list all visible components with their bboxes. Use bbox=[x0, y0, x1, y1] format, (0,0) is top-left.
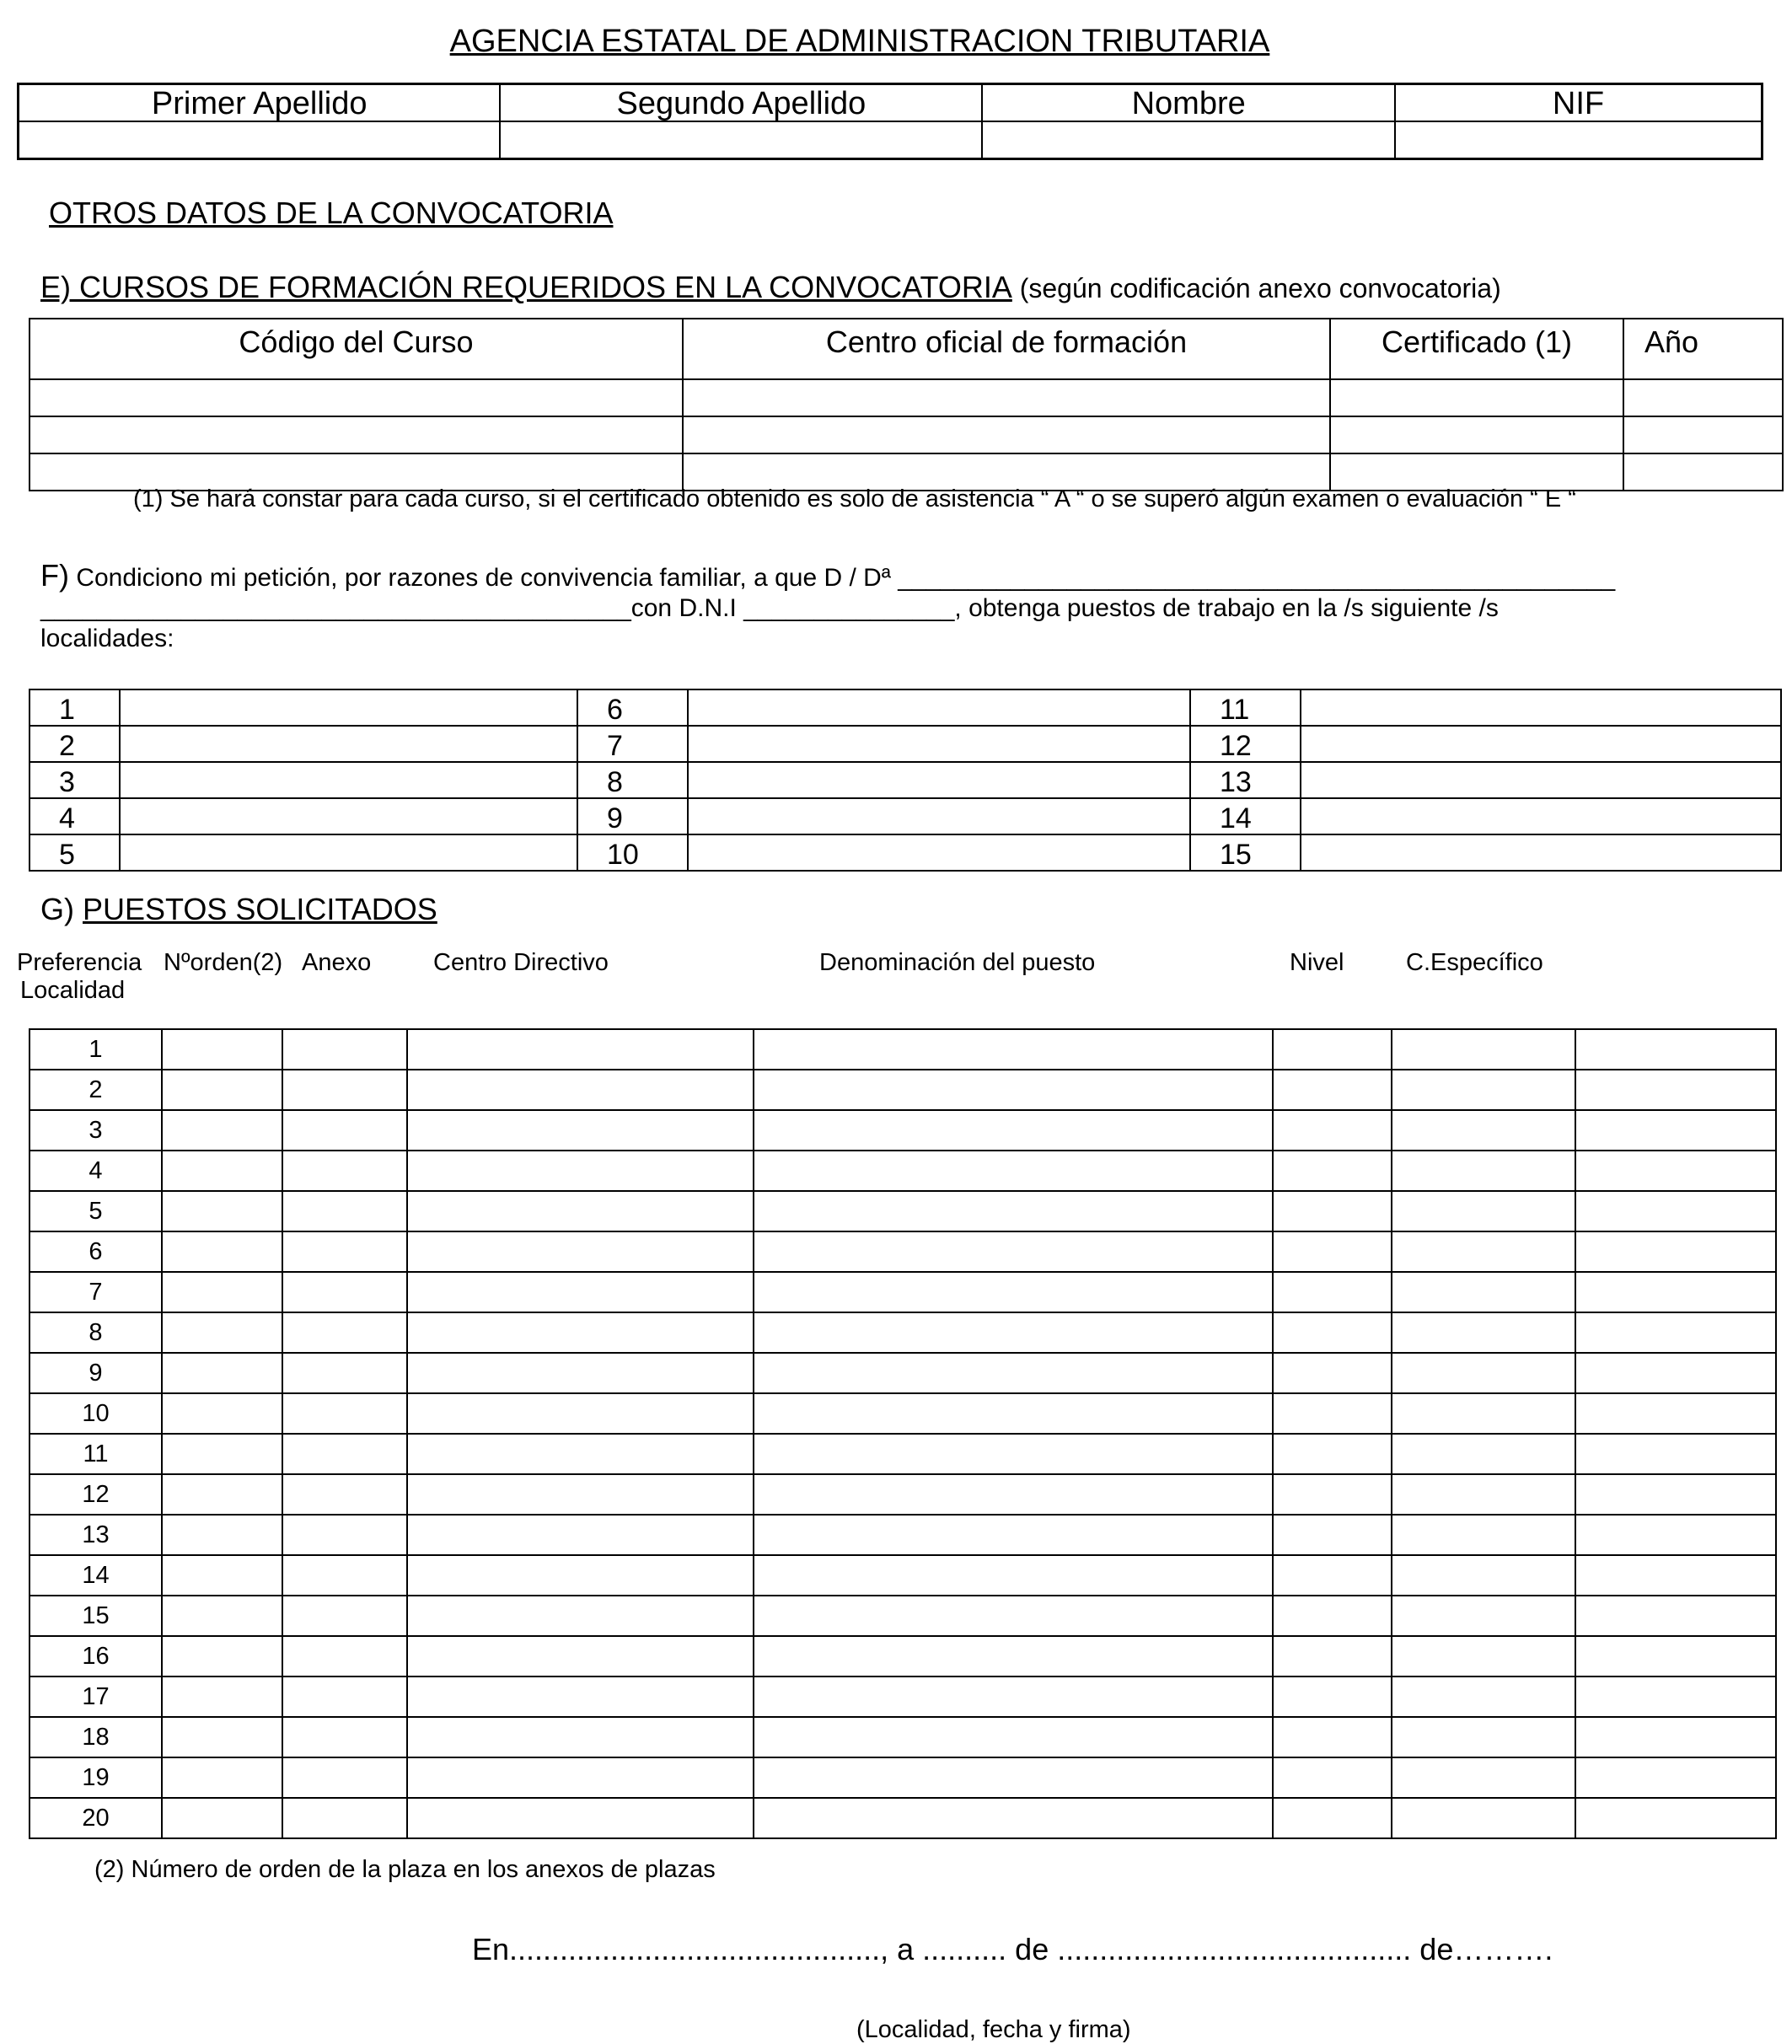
puesto-field[interactable] bbox=[1575, 1312, 1776, 1353]
preferencia-number: 9 bbox=[30, 1353, 162, 1393]
puesto-field[interactable] bbox=[162, 1312, 282, 1353]
header-certificado: Certificado (1) bbox=[1330, 319, 1623, 379]
localidad-field[interactable] bbox=[688, 762, 1190, 798]
puesto-field[interactable] bbox=[1273, 1555, 1392, 1596]
puesto-field[interactable] bbox=[162, 1596, 282, 1636]
preferencia-number: 8 bbox=[30, 1312, 162, 1353]
puestos-table bbox=[29, 1028, 1777, 1839]
puesto-field[interactable] bbox=[162, 1677, 282, 1717]
preferencia-number: 3 bbox=[30, 1110, 162, 1151]
footnote-2: (2) Número de orden de la plaza en los anexos de plazas bbox=[94, 1856, 716, 1883]
puesto-field[interactable] bbox=[282, 1070, 407, 1110]
curso-certificado-field[interactable] bbox=[1330, 379, 1623, 416]
puesto-field[interactable] bbox=[162, 1474, 282, 1515]
puesto-field[interactable] bbox=[1575, 1596, 1776, 1636]
puesto-field[interactable] bbox=[407, 1596, 754, 1636]
puesto-field[interactable] bbox=[754, 1272, 1273, 1312]
puesto-field[interactable] bbox=[407, 1070, 754, 1110]
localidad-field[interactable] bbox=[120, 798, 577, 834]
puesto-field[interactable] bbox=[1273, 1353, 1392, 1393]
header-primer-apellido: Primer Apellido bbox=[19, 84, 501, 122]
puesto-field[interactable] bbox=[407, 1474, 754, 1515]
puesto-field[interactable] bbox=[1273, 1029, 1392, 1070]
curso-ano-field[interactable] bbox=[1623, 379, 1783, 416]
localidad-number: 13 bbox=[1190, 762, 1301, 798]
primer-apellido-field[interactable] bbox=[19, 121, 501, 159]
section-f-line2: __________________________________________con D.N.I _______________, obtenga puestos de trabajo en la /s siguiente /s bbox=[40, 594, 1499, 622]
preferencia-number: 12 bbox=[30, 1474, 162, 1515]
puesto-field[interactable] bbox=[754, 1312, 1273, 1353]
localidad-number: 7 bbox=[577, 726, 688, 762]
puesto-field[interactable] bbox=[162, 1798, 282, 1838]
preferencia-number: 18 bbox=[30, 1717, 162, 1757]
puesto-field[interactable] bbox=[754, 1151, 1273, 1191]
puesto-field[interactable] bbox=[1273, 1596, 1392, 1636]
puesto-field[interactable] bbox=[407, 1110, 754, 1151]
puesto-field[interactable] bbox=[162, 1353, 282, 1393]
puesto-field[interactable] bbox=[282, 1312, 407, 1353]
preferencia-number: 15 bbox=[30, 1596, 162, 1636]
header-codigo-curso: Código del Curso bbox=[30, 319, 683, 379]
localidad-field[interactable] bbox=[120, 726, 577, 762]
puesto-field[interactable] bbox=[162, 1393, 282, 1434]
puesto-field[interactable] bbox=[754, 1353, 1273, 1393]
puesto-field[interactable] bbox=[282, 1110, 407, 1151]
puesto-field[interactable] bbox=[1575, 1353, 1776, 1393]
puesto-field[interactable] bbox=[1575, 1636, 1776, 1677]
puesto-field[interactable] bbox=[1392, 1798, 1575, 1838]
puesto-field[interactable] bbox=[754, 1029, 1273, 1070]
puesto-field[interactable] bbox=[162, 1636, 282, 1677]
puesto-field[interactable] bbox=[754, 1596, 1273, 1636]
table-row bbox=[30, 1110, 1776, 1151]
puesto-field[interactable] bbox=[407, 1798, 754, 1838]
curso-centro-field[interactable] bbox=[683, 416, 1330, 453]
puesto-field[interactable] bbox=[1273, 1798, 1392, 1838]
puesto-field[interactable] bbox=[282, 1717, 407, 1757]
table-row bbox=[30, 1757, 1776, 1798]
puesto-field[interactable] bbox=[282, 1353, 407, 1393]
puesto-field[interactable] bbox=[1273, 1191, 1392, 1231]
preferencia-number: 17 bbox=[30, 1677, 162, 1717]
date-place-line[interactable]: En............................................, a .......... de .......................................... de………. bbox=[472, 1932, 1553, 1966]
puesto-field[interactable] bbox=[282, 1757, 407, 1798]
puesto-field[interactable] bbox=[407, 1636, 754, 1677]
header-ano: Año bbox=[1623, 319, 1783, 379]
puesto-field[interactable] bbox=[162, 1272, 282, 1312]
section-e-heading bbox=[40, 270, 1501, 305]
puesto-field[interactable] bbox=[162, 1515, 282, 1555]
puesto-field[interactable] bbox=[1273, 1434, 1392, 1474]
puesto-field[interactable] bbox=[1392, 1677, 1575, 1717]
curso-certificado-field[interactable] bbox=[1330, 416, 1623, 453]
puesto-field[interactable] bbox=[754, 1434, 1273, 1474]
col-header-preferencia bbox=[17, 949, 142, 1005]
puesto-field[interactable] bbox=[282, 1272, 407, 1312]
table-row bbox=[30, 1231, 1776, 1272]
puesto-field[interactable] bbox=[407, 1191, 754, 1231]
personal-data-table bbox=[17, 83, 1763, 160]
puesto-field[interactable] bbox=[407, 1757, 754, 1798]
curso-ano-field[interactable] bbox=[1623, 453, 1783, 491]
puesto-field[interactable] bbox=[1575, 1231, 1776, 1272]
puesto-field[interactable] bbox=[282, 1029, 407, 1070]
puesto-field[interactable] bbox=[1273, 1717, 1392, 1757]
puesto-field[interactable] bbox=[754, 1393, 1273, 1434]
puesto-field[interactable] bbox=[282, 1474, 407, 1515]
puesto-field[interactable] bbox=[1273, 1070, 1392, 1110]
localidad-field[interactable] bbox=[688, 798, 1190, 834]
puesto-field[interactable] bbox=[282, 1515, 407, 1555]
puesto-field[interactable] bbox=[754, 1070, 1273, 1110]
localidad-field[interactable] bbox=[120, 689, 577, 726]
puesto-field[interactable] bbox=[1392, 1434, 1575, 1474]
col-header-c-especifico: C.Específico bbox=[1406, 949, 1543, 976]
preferencia-number: 13 bbox=[30, 1515, 162, 1555]
puesto-field[interactable] bbox=[1575, 1393, 1776, 1434]
localidades-table bbox=[29, 689, 1782, 872]
localidad-number: 11 bbox=[1190, 689, 1301, 726]
localidad-field[interactable] bbox=[1301, 762, 1781, 798]
preferencia-number: 7 bbox=[30, 1272, 162, 1312]
puesto-field[interactable] bbox=[407, 1677, 754, 1717]
curso-codigo-field[interactable] bbox=[30, 379, 683, 416]
document-title: AGENCIA ESTATAL DE ADMINISTRACION TRIBUTARIA bbox=[449, 24, 1270, 59]
table-row bbox=[30, 1151, 1776, 1191]
puesto-field[interactable] bbox=[282, 1434, 407, 1474]
puesto-field[interactable] bbox=[282, 1231, 407, 1272]
puesto-field[interactable] bbox=[1392, 1312, 1575, 1353]
localidad-number: 10 bbox=[577, 834, 688, 871]
localidades-row bbox=[30, 834, 1781, 871]
puesto-field[interactable] bbox=[1392, 1555, 1575, 1596]
nif-field[interactable] bbox=[1395, 121, 1762, 159]
section-f-paragraph bbox=[40, 558, 1726, 654]
puesto-field[interactable] bbox=[162, 1070, 282, 1110]
puesto-field[interactable] bbox=[1575, 1191, 1776, 1231]
section-f-line3: localidades: bbox=[40, 625, 174, 652]
localidad-number: 9 bbox=[577, 798, 688, 834]
header-nif: NIF bbox=[1395, 84, 1762, 122]
puesto-field[interactable] bbox=[162, 1757, 282, 1798]
puesto-field[interactable] bbox=[1273, 1515, 1392, 1555]
puesto-field[interactable] bbox=[1273, 1110, 1392, 1151]
puesto-field[interactable] bbox=[1392, 1757, 1575, 1798]
localidades-row bbox=[30, 762, 1781, 798]
section-g-letter: G) bbox=[40, 892, 83, 926]
puesto-field[interactable] bbox=[407, 1231, 754, 1272]
puesto-field[interactable] bbox=[162, 1191, 282, 1231]
puesto-field[interactable] bbox=[1392, 1151, 1575, 1191]
table-row bbox=[30, 1353, 1776, 1393]
localidad-number: 5 bbox=[30, 834, 120, 871]
puesto-field[interactable] bbox=[282, 1677, 407, 1717]
puesto-field[interactable] bbox=[282, 1798, 407, 1838]
localidad-field[interactable] bbox=[688, 834, 1190, 871]
signature-caption: (Localidad, fecha y firma) bbox=[856, 2016, 1131, 2043]
table-row bbox=[30, 1312, 1776, 1353]
table-row bbox=[30, 1434, 1776, 1474]
table-row bbox=[30, 1636, 1776, 1677]
puesto-field[interactable] bbox=[1575, 1151, 1776, 1191]
puesto-field[interactable] bbox=[162, 1151, 282, 1191]
preferencia-number: 19 bbox=[30, 1757, 162, 1798]
puesto-field[interactable] bbox=[407, 1434, 754, 1474]
puesto-field[interactable] bbox=[1575, 1272, 1776, 1312]
puesto-field[interactable] bbox=[282, 1393, 407, 1434]
col-header-anexo: Anexo bbox=[302, 949, 372, 976]
puesto-field[interactable] bbox=[1575, 1029, 1776, 1070]
table-row bbox=[30, 1596, 1776, 1636]
puesto-field[interactable] bbox=[1575, 1757, 1776, 1798]
puesto-field[interactable] bbox=[1575, 1515, 1776, 1555]
table-row bbox=[30, 1029, 1776, 1070]
puesto-field[interactable] bbox=[1392, 1596, 1575, 1636]
puesto-field[interactable] bbox=[407, 1555, 754, 1596]
puesto-field[interactable] bbox=[1273, 1757, 1392, 1798]
localidad-number: 1 bbox=[30, 689, 120, 726]
puesto-field[interactable] bbox=[1392, 1272, 1575, 1312]
puesto-field[interactable] bbox=[407, 1029, 754, 1070]
puesto-field[interactable] bbox=[754, 1231, 1273, 1272]
puesto-field[interactable] bbox=[754, 1757, 1273, 1798]
puesto-field[interactable] bbox=[282, 1151, 407, 1191]
puesto-field[interactable] bbox=[1392, 1353, 1575, 1393]
col-header-norden: Nºorden(2) bbox=[164, 949, 283, 976]
preferencia-number: 5 bbox=[30, 1191, 162, 1231]
table-row bbox=[30, 1677, 1776, 1717]
puesto-field[interactable] bbox=[1273, 1677, 1392, 1717]
localidad-field[interactable] bbox=[120, 834, 577, 871]
puesto-field[interactable] bbox=[407, 1717, 754, 1757]
section-e-title: E) CURSOS DE FORMACIÓN REQUERIDOS EN LA CONVOCATORIA bbox=[40, 270, 1012, 304]
col-header-nivel: Nivel bbox=[1290, 949, 1344, 976]
puesto-field[interactable] bbox=[1575, 1110, 1776, 1151]
section-g-title: PUESTOS SOLICITADOS bbox=[83, 892, 437, 926]
puesto-field[interactable] bbox=[1575, 1070, 1776, 1110]
localidad-number: 4 bbox=[30, 798, 120, 834]
puesto-field[interactable] bbox=[754, 1110, 1273, 1151]
section-g-heading bbox=[40, 892, 437, 927]
puesto-field[interactable] bbox=[162, 1110, 282, 1151]
table-row bbox=[30, 1272, 1776, 1312]
puesto-field[interactable] bbox=[407, 1515, 754, 1555]
col-localidad-label: Localidad bbox=[20, 977, 126, 1004]
footnote-1: (1) Se hará constar para cada curso, si el certificado obtenido es solo de asistencia “ A “ o se superó algún examen o evaluación “ E “ bbox=[133, 486, 1576, 512]
puesto-field[interactable] bbox=[162, 1029, 282, 1070]
puesto-field[interactable] bbox=[754, 1515, 1273, 1555]
puesto-field[interactable] bbox=[162, 1717, 282, 1757]
curso-centro-field[interactable] bbox=[683, 379, 1330, 416]
col-header-centro-directivo: Centro Directivo bbox=[433, 949, 609, 976]
table-row bbox=[30, 1798, 1776, 1838]
table-row bbox=[30, 1070, 1776, 1110]
puesto-field[interactable] bbox=[282, 1191, 407, 1231]
localidad-field[interactable] bbox=[1301, 798, 1781, 834]
preferencia-number: 1 bbox=[30, 1029, 162, 1070]
localidad-number: 6 bbox=[577, 689, 688, 726]
puesto-field[interactable] bbox=[1575, 1717, 1776, 1757]
section-f-letter: F) bbox=[40, 558, 69, 593]
puesto-field[interactable] bbox=[407, 1151, 754, 1191]
col-header-denominacion: Denominación del puesto bbox=[819, 949, 1096, 976]
localidades-row bbox=[30, 689, 1781, 726]
section-f-line1: Condiciono mi petición, por razones de convivencia familiar, a que D / Dª ___________________________________________________ bbox=[68, 564, 1616, 592]
puesto-field[interactable] bbox=[282, 1596, 407, 1636]
localidad-field[interactable] bbox=[120, 762, 577, 798]
puesto-field[interactable] bbox=[1273, 1272, 1392, 1312]
puesto-field[interactable] bbox=[754, 1798, 1273, 1838]
table-row bbox=[30, 1191, 1776, 1231]
table-row bbox=[30, 1717, 1776, 1757]
table-row bbox=[30, 1474, 1776, 1515]
puesto-field[interactable] bbox=[1273, 1636, 1392, 1677]
puesto-field[interactable] bbox=[1392, 1231, 1575, 1272]
puesto-field[interactable] bbox=[407, 1353, 754, 1393]
localidad-field[interactable] bbox=[1301, 689, 1781, 726]
localidad-number: 3 bbox=[30, 762, 120, 798]
puesto-field[interactable] bbox=[1392, 1636, 1575, 1677]
localidad-field[interactable] bbox=[1301, 726, 1781, 762]
localidad-number: 2 bbox=[30, 726, 120, 762]
preferencia-number: 10 bbox=[30, 1393, 162, 1434]
puesto-field[interactable] bbox=[162, 1555, 282, 1596]
localidad-field[interactable] bbox=[688, 689, 1190, 726]
localidad-number: 14 bbox=[1190, 798, 1301, 834]
section-e-note: (según codificación anexo convocatoria) bbox=[1011, 273, 1501, 303]
nombre-field[interactable] bbox=[982, 121, 1395, 159]
localidad-number: 15 bbox=[1190, 834, 1301, 871]
header-segundo-apellido: Segundo Apellido bbox=[500, 84, 982, 122]
puesto-field[interactable] bbox=[1392, 1029, 1575, 1070]
puesto-field[interactable] bbox=[754, 1555, 1273, 1596]
localidad-field[interactable] bbox=[688, 726, 1190, 762]
puesto-field[interactable] bbox=[407, 1312, 754, 1353]
puesto-field[interactable] bbox=[1392, 1474, 1575, 1515]
otros-datos-heading: OTROS DATOS DE LA CONVOCATORIA bbox=[49, 196, 614, 230]
puesto-field[interactable] bbox=[1392, 1070, 1575, 1110]
localidades-row bbox=[30, 798, 1781, 834]
segundo-apellido-field[interactable] bbox=[500, 121, 982, 159]
puesto-field[interactable] bbox=[407, 1393, 754, 1434]
puesto-field[interactable] bbox=[282, 1636, 407, 1677]
puesto-field[interactable] bbox=[754, 1191, 1273, 1231]
localidades-row bbox=[30, 726, 1781, 762]
localidad-number: 12 bbox=[1190, 726, 1301, 762]
preferencia-number: 14 bbox=[30, 1555, 162, 1596]
localidad-field[interactable] bbox=[1301, 834, 1781, 871]
header-centro-oficial: Centro oficial de formación bbox=[683, 319, 1330, 379]
puesto-field[interactable] bbox=[754, 1636, 1273, 1677]
puesto-field[interactable] bbox=[1392, 1515, 1575, 1555]
preferencia-number: 11 bbox=[30, 1434, 162, 1474]
puesto-field[interactable] bbox=[1392, 1110, 1575, 1151]
puesto-field[interactable] bbox=[1273, 1474, 1392, 1515]
puesto-field[interactable] bbox=[162, 1231, 282, 1272]
puesto-field[interactable] bbox=[754, 1717, 1273, 1757]
header-nombre: Nombre bbox=[982, 84, 1395, 122]
preferencia-number: 6 bbox=[30, 1231, 162, 1272]
puesto-field[interactable] bbox=[407, 1272, 754, 1312]
puesto-field[interactable] bbox=[282, 1555, 407, 1596]
preferencia-number: 16 bbox=[30, 1636, 162, 1677]
puesto-field[interactable] bbox=[1575, 1798, 1776, 1838]
puesto-field[interactable] bbox=[162, 1434, 282, 1474]
cursos-table bbox=[29, 318, 1784, 491]
table-row bbox=[30, 1515, 1776, 1555]
puesto-field[interactable] bbox=[754, 1677, 1273, 1717]
preferencia-number: 2 bbox=[30, 1070, 162, 1110]
puesto-field[interactable] bbox=[1575, 1555, 1776, 1596]
preferencia-number: 4 bbox=[30, 1151, 162, 1191]
puesto-field[interactable] bbox=[1575, 1434, 1776, 1474]
table-row bbox=[30, 1393, 1776, 1434]
puesto-field[interactable] bbox=[1575, 1677, 1776, 1717]
table-row bbox=[30, 1555, 1776, 1596]
puesto-field[interactable] bbox=[754, 1474, 1273, 1515]
preferencia-number: 20 bbox=[30, 1798, 162, 1838]
puesto-field[interactable] bbox=[1273, 1312, 1392, 1353]
puesto-field[interactable] bbox=[1392, 1717, 1575, 1757]
curso-ano-field[interactable] bbox=[1623, 416, 1783, 453]
puesto-field[interactable] bbox=[1392, 1393, 1575, 1434]
puesto-field[interactable] bbox=[1392, 1191, 1575, 1231]
puesto-field[interactable] bbox=[1273, 1231, 1392, 1272]
puesto-field[interactable] bbox=[1575, 1474, 1776, 1515]
localidad-number: 8 bbox=[577, 762, 688, 798]
puesto-field[interactable] bbox=[1273, 1151, 1392, 1191]
col-preferencia-label: Preferencia bbox=[17, 949, 142, 976]
puesto-field[interactable] bbox=[1273, 1393, 1392, 1434]
curso-codigo-field[interactable] bbox=[30, 416, 683, 453]
